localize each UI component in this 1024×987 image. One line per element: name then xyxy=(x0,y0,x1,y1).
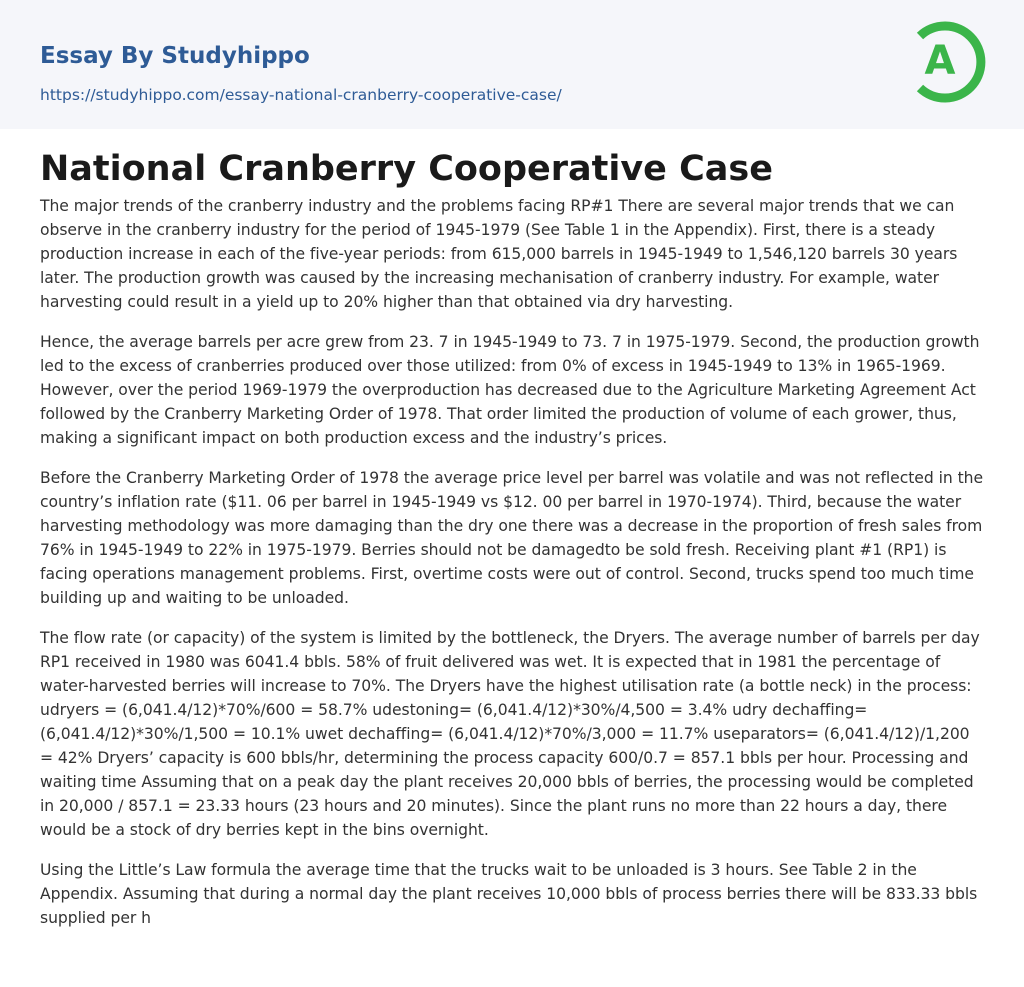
source-url-link[interactable]: https://studyhippo.com/essay-national-cranberry-cooperative-case/ xyxy=(40,86,562,104)
site-header xyxy=(0,0,1024,129)
article-paragraph-1: The major trends of the cranberry industry and the problems facing RP#1 There are several major trends that we can observe in the cranberry industry for the period of 1945-1979 (See Table 1 in the Appendix). First, there is a steady production increase in each of the five-year periods: from 615,000 barrels in 1945-1949 to 1,546,120 barrels 30 years later. The production growth was caused by the increasing mechanisation of cranberry industry. For example, water harvesting could result in a yield up to 20% higher than that obtained via dry harvesting. xyxy=(40,197,958,311)
article-title: National Cranberry Cooperative Case xyxy=(40,149,773,189)
article-paragraph-2: Hence, the average barrels per acre grew from 23. 7 in 1945-1949 to 73. 7 in 1975-1979. Second, the production growth led to the excess of cranberries produced over those utilized: from 0% of excess in 1945-1949 to 13% in 1965-1969. However, over the period 1969-1979 the overproduction has decreased due to the Agriculture Marketing Agreement Act followed by the Cranberry Marketing Order of 1978. That order limited the production of volume of each grower, thus, making a significant impact on both production excess and the industry’s prices. xyxy=(40,333,980,447)
brand-title[interactable]: Essay By Studyhippo xyxy=(40,43,310,69)
article-paragraph-3: Before the Cranberry Marketing Order of 1978 the average price level per barrel was volatile and was not reflected in the country’s inflation rate ($11. 06 per barrel in 1945-1949 vs $12. 00 per barrel in 1970-1974). Third, because the water harvesting methodology was more damaging than the dry one there was a decrease in the proportion of fresh sales from 76% in 1945-1949 to 22% in 1975-1979. Berries should not be damagedto be sold fresh. Receiving plant #1 (RP1) is facing operations management problems. First, overtime costs were out of control. Second, trucks spend too much time building up and waiting to be unloaded. xyxy=(40,469,984,607)
studyhippo-logo-icon[interactable] xyxy=(908,18,988,106)
logo-letter: A xyxy=(924,38,956,84)
article-paragraph-4: The flow rate (or capacity) of the system is limited by the bottleneck, the Dryers. The average number of barrels per day RP1 received in 1980 was 6041.4 bbls. 58% of fruit delivered was wet. It is expected that in 1981 the percentage of water-harvested berries will increase to 70%. The Dryers have the highest utilisation rate (a bottle neck) in the process: udryers = (6,041.4/12)*70%/600 = 58.7% udestoning= (6,041.4/12)*30%/4,500 = 3.4% udry dechaffing= (6,041.4/12)*30%/1,500 = 10.1% uwet dechaffing= (6,041.4/12)*70%/3,000 = 11.7% useparators= (6,041.4/12)/1,200 = 42% Dryers’ capacity is 600 bbls/hr, determining the process capacity 600/0.7 = 857.1 bbls per hour. Processing and waiting time Assuming that on a peak day the plant receives 20,000 bbls of berries, the processing would be completed in 20,000 / 857.1 = 23.33 hours (23 hours and 20 minutes). Since the plant runs no more than 22 hours a day, there would be a stock of dry berries kept in the bins overnight. xyxy=(40,629,980,839)
article-paragraph-5: Using the Little’s Law formula the average time that the trucks wait to be unloaded is 3 hours. See Table 2 in the Appendix. Assuming that during a normal day the plant receives 10,000 bbls of process berries there will be 833.33 bbls supplied per h xyxy=(40,861,978,927)
article xyxy=(0,129,1024,930)
